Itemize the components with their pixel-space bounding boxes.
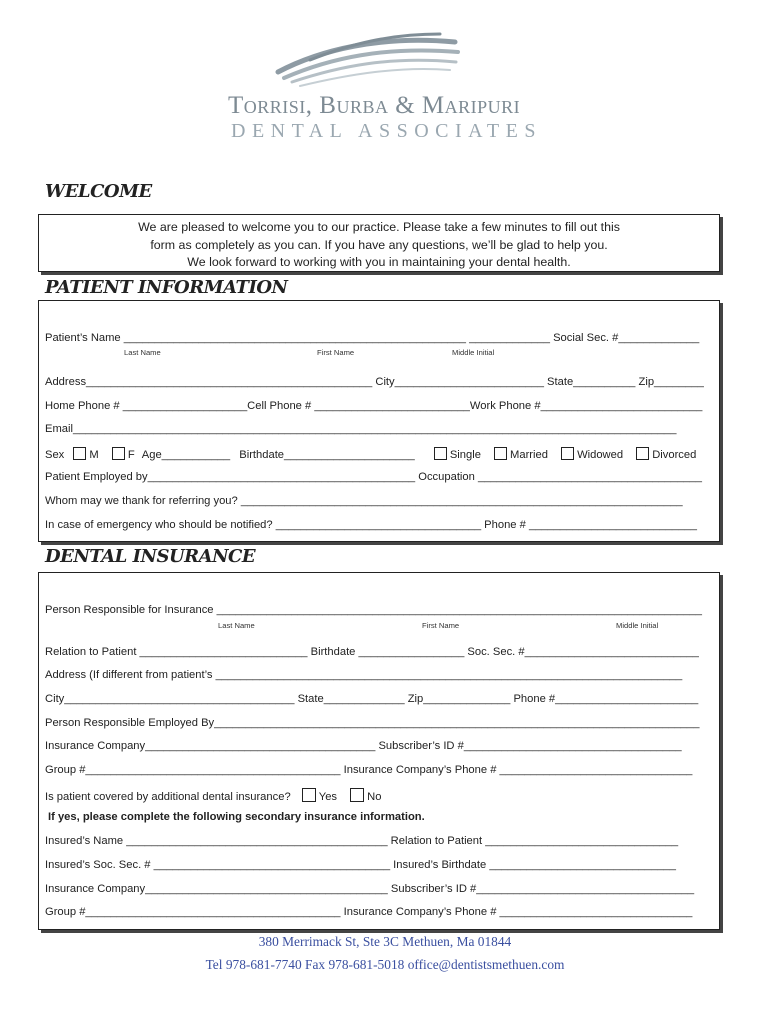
secondary-insurance-instruction: If yes, please complete the following secondary insurance information. <box>48 811 425 823</box>
logo-practice-name: Torrisi, Burba & Maripuri <box>228 92 521 119</box>
welcome-message <box>40 219 718 272</box>
married-label: Married <box>510 449 548 461</box>
patient-info-title: PATIENT INFORMATION <box>45 277 288 298</box>
responsible-middle-label: Middle Initial <box>616 621 659 630</box>
insurance-company-field[interactable]: Insurance Company_____________________________________ Subscriber’s ID #___________________________________ <box>45 740 682 752</box>
footer-address: 380 Merrimack St, Ste 3C Methuen, Ma 01844 <box>258 934 512 949</box>
single-label: Single <box>449 449 481 461</box>
additional-no-label: No <box>367 791 382 803</box>
insurance-city-field[interactable]: City_____________________________________ State_____________ Zip______________ Phone #_______________________ <box>45 693 699 705</box>
patient-address-field[interactable]: Address______________________________________________ City________________________ State__________ Zip________ <box>45 376 704 388</box>
responsible-last-label: Last Name <box>218 621 255 630</box>
additional-insurance-question: Is patient covered by additional dental insurance? <box>45 791 291 803</box>
insurance-address-field[interactable]: Address (If different from patient’s ___________________________________________________________________________ <box>45 669 683 681</box>
widowed-checkbox[interactable] <box>561 447 574 460</box>
patient-phone-fields[interactable]: Home Phone # ____________________Cell Phone # _________________________Work Phone #__________________________ <box>45 400 703 412</box>
welcome-line-3: We look forward to working with you in maintaining your dental health. <box>187 255 571 269</box>
widowed-label: Widowed <box>577 449 624 461</box>
patient-name-field[interactable]: Patient’s Name _______________________________________________________ _____________ Social Sec. #_____________ <box>45 332 700 344</box>
single-checkbox[interactable] <box>434 447 447 460</box>
patient-name-last-label: Last Name <box>124 348 161 357</box>
secondary-group-field[interactable]: Group #_________________________________________ Insurance Company’s Phone # _______________________________ <box>45 906 693 918</box>
welcome-title: WELCOME <box>45 181 152 202</box>
footer-contact: Tel 978-681-7740 Fax 978-681-5018 office@dentistsmethuen.com <box>205 957 565 972</box>
sex-m-checkbox[interactable] <box>73 447 86 460</box>
insurance-employer-field[interactable]: Person Responsible Employed By______________________________________________________________________________ <box>45 717 700 729</box>
insurance-responsible-field[interactable]: Person Responsible for Insurance ______________________________________________________________________________ <box>45 604 702 616</box>
insurance-relation-field[interactable]: Relation to Patient ___________________________ Birthdate _________________ Soc. Sec. #____________________________ <box>45 646 699 658</box>
additional-yes-checkbox[interactable] <box>302 788 316 802</box>
age-field[interactable]: Age___________ <box>141 449 231 461</box>
sex-label: Sex <box>45 449 65 461</box>
married-checkbox[interactable] <box>494 447 507 460</box>
sex-age-status-row <box>45 447 696 461</box>
dental-insurance-title: DENTAL INSURANCE <box>45 546 256 567</box>
additional-no-checkbox[interactable] <box>350 788 364 802</box>
patient-email-field[interactable]: Email_________________________________________________________________________________________________ <box>45 423 677 435</box>
secondary-company-field[interactable]: Insurance Company_______________________________________ Subscriber’s ID #___________________________________ <box>45 883 695 895</box>
birthdate-field[interactable]: Birthdate_____________________ <box>239 449 415 461</box>
sex-f-checkbox[interactable] <box>112 447 125 460</box>
divorced-checkbox[interactable] <box>636 447 649 460</box>
emergency-contact-field[interactable]: In case of emergency who should be notified? _________________________________ Phone # ___________________________ <box>45 519 697 531</box>
sex-f-label: F <box>127 449 135 461</box>
welcome-line-1: We are pleased to welcome you to our practice. Please take a few minutes to fill out this <box>138 220 620 234</box>
referral-field[interactable]: Whom may we thank for referring you? _______________________________________________________________________ <box>45 495 683 507</box>
additional-yes-label: Yes <box>318 791 338 803</box>
responsible-first-label: First Name <box>422 621 460 630</box>
logo-wave-mark <box>270 30 460 88</box>
welcome-line-2: form as completely as you can. If you have any questions, we’ll be glad to help you. <box>150 237 608 252</box>
insurance-group-field[interactable]: Group #_________________________________________ Insurance Company’s Phone # _______________________________ <box>45 764 693 776</box>
patient-name-first-label: First Name <box>317 348 355 357</box>
patient-employer-field[interactable]: Patient Employed by___________________________________________ Occupation ____________________________________ <box>45 471 702 483</box>
patient-name-middle-label: Middle Initial <box>452 348 495 357</box>
sex-m-label: M <box>89 449 99 461</box>
insured-name-field[interactable]: Insured’s Name __________________________________________ Relation to Patient _______________________________ <box>45 835 679 847</box>
divorced-label: Divorced <box>652 449 697 461</box>
additional-insurance-row <box>45 788 381 803</box>
insured-ssn-field[interactable]: Insured’s Soc. Sec. # ______________________________________ Insured’s Birthdate ______________________________ <box>45 859 677 871</box>
logo-subtitle: DENTAL ASSOCIATES <box>231 120 542 142</box>
